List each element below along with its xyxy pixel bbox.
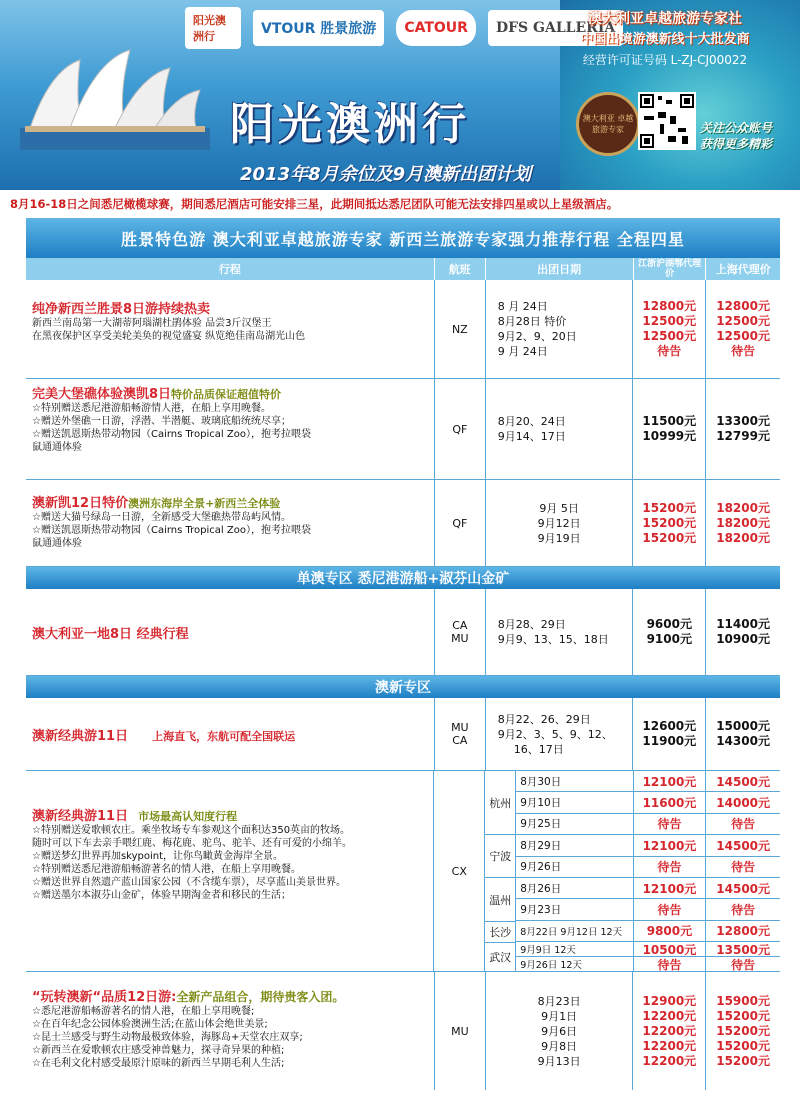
col-flight: 航班 [435, 258, 486, 280]
flight-item: MU [451, 721, 469, 734]
price-item: 12200元 [642, 1023, 697, 1038]
agency-info [540, 8, 790, 68]
price-item: 14300元 [716, 734, 770, 748]
date-item: 8月29日 [516, 835, 632, 856]
dates-cell [486, 379, 634, 479]
price-item: 12900元 [642, 993, 697, 1008]
price-item: 12799元 [716, 429, 770, 443]
tour-desc: ☆特别赠送爱歌顿农庄。乘坐牧场专车参观这个面积达350英亩的牧场。 [32, 825, 351, 836]
logo-vtour: VTOUR 胜景旅游 [253, 10, 384, 46]
table-header [26, 258, 780, 280]
price-item: 待告 [731, 344, 756, 358]
date-item: 9 月 24日 [497, 345, 548, 358]
date-list [516, 771, 632, 971]
date-item: 9月12日 [537, 516, 581, 530]
price-item: 15200元 [642, 515, 697, 530]
tour-title-main: “玩转澳新“品质12日游: [32, 990, 177, 1005]
tour-desc: ☆赠送外堡礁一日游，浮潜、半潜艇、玻璃底船统统尽享； [32, 416, 291, 427]
price-item: 14500元 [706, 771, 780, 792]
price-regional-cell [633, 972, 706, 1090]
flight-cell: CX [434, 771, 485, 971]
date-item: 8月22、26、29日 [497, 712, 591, 726]
dates-cell [485, 771, 633, 971]
date-item: 9月26日 12天 [520, 960, 582, 971]
price-item: 15000元 [716, 719, 770, 733]
price-regional-cell [633, 589, 706, 675]
price-item: 18200元 [716, 515, 770, 530]
price-item: 待告 [634, 814, 706, 835]
section-banner-main: 胜景特色游 澳大利亚卓越旅游专家 新西兰旅游专家强力推荐行程 全程四星 [26, 218, 780, 258]
tour-desc: 随时可以下车去亲手喂红鹿、梅花鹿、驼鸟、驼羊、还有可爱的小绵羊。 [32, 838, 352, 849]
tour-desc: ☆赠送凯恩斯热带动物园（Cairns Tropical Zoo），抱考拉喂袋 [32, 429, 311, 440]
header-banner [0, 0, 800, 190]
price-item: 15200元 [716, 1038, 770, 1053]
agency-name: 澳大利亚卓越旅游专家社 [588, 11, 742, 27]
date-item: 9月6日 [541, 1024, 578, 1038]
tour-desc: 鼠通通体验 [32, 538, 82, 549]
price-item: 12100元 [634, 835, 706, 856]
tour-desc: ☆在百年纪念公园体验澳洲生活;在蓝山体会绝世美景; [32, 1019, 268, 1030]
date-item: 9月1日 [541, 1009, 578, 1023]
price-item: 10999元 [642, 429, 697, 443]
expert-seal: 澳大利亚 卓越 旅游专家 [576, 92, 640, 156]
itinerary-cell [26, 771, 434, 971]
price-shanghai-cell [706, 972, 780, 1090]
license-number: 经营许可证号码 L-ZJ-CJ00022 [582, 53, 748, 67]
price-item: 11600元 [634, 792, 706, 813]
itinerary-cell [26, 589, 435, 675]
tour-title [32, 805, 427, 824]
tour-title: 澳大利亚一地8日 经典行程 [32, 626, 189, 642]
price-item: 13500元 [706, 942, 780, 957]
date-item: 8月30日 [516, 771, 632, 792]
col-dates: 出团日期 [486, 258, 634, 280]
price-item: 12100元 [634, 771, 706, 792]
price-item: 14500元 [706, 835, 780, 856]
price-item: 9800元 [634, 921, 706, 942]
follow-prompt [700, 120, 798, 152]
tour-desc: 新西兰南岛第一大湖蒂阿瑙湖杜鹃体验 品尝3斤汉堡王 [32, 318, 272, 329]
date-item: 8月28日 特价 [497, 315, 567, 328]
price-item: 12800元 [706, 921, 780, 942]
date-item: 9月19日 [537, 531, 581, 545]
price-item: 待告 [634, 899, 706, 920]
price-item: 10900元 [716, 632, 770, 646]
tour-title-extra: 特价品质保证超值特价 [171, 388, 282, 401]
logo-catour: CATOUR [396, 10, 476, 46]
dates-cell [486, 589, 634, 675]
price-item: 12200元 [642, 1053, 697, 1068]
price-item: 待告 [657, 344, 682, 358]
dates-cell [486, 972, 634, 1090]
tour-desc: ☆昆士兰感受与野生动物最极致体验，海豚岛+天堂农庄双享; [32, 1032, 303, 1043]
tour-title-main: 澳新经典游11日 [32, 809, 129, 824]
tour-title-main: 澳新凯12日特价 [32, 496, 129, 511]
price-item: 15200元 [716, 1008, 770, 1023]
price-item: 14500元 [706, 878, 780, 899]
price-item: 待告 [706, 814, 780, 835]
price-regional-cell [634, 771, 707, 971]
tour-desc: ☆特别赠送悉尼港游船畅游情人港，在船上享用晚餐。 [32, 403, 271, 414]
price-item: 10500元 [634, 942, 706, 957]
tour-title [32, 383, 428, 402]
price-item: 11400元 [716, 617, 770, 631]
price-shanghai-cell [706, 480, 780, 566]
price-item: 12100元 [634, 878, 706, 899]
price-item: 12500元 [716, 314, 770, 328]
date-item: 8月28、29日 [497, 618, 566, 631]
flight-cell: MU [435, 972, 486, 1090]
price-item: 待告 [706, 857, 780, 878]
date-item: 9月23日 [516, 899, 632, 920]
section-bar-australia: 单澳专区 悉尼港游船+淑芬山金矿 [26, 567, 780, 589]
tour-desc: ☆赠送大猫号绿岛一日游，全新感受大堡礁热带岛屿风情。 [32, 512, 291, 523]
itinerary-cell [26, 379, 435, 479]
table-row [26, 379, 780, 480]
price-item: 待告 [634, 857, 706, 878]
flight-cell: QF [435, 379, 486, 479]
tour-title-extra: 澳洲东海岸全景+新西兰全体验 [128, 497, 281, 510]
price-item: 15200元 [716, 1053, 770, 1068]
price-item: 18200元 [716, 530, 770, 545]
tour-desc: ☆悉尼港游船畅游著名的情人港，在船上享用晚餐; [32, 1006, 255, 1017]
page-title: 阳光澳洲行 [230, 99, 470, 150]
qr-code-icon[interactable] [638, 92, 696, 150]
table-row [26, 480, 780, 567]
price-item: 12200元 [642, 1038, 697, 1053]
tour-title-extra: 全新产品组合，期待贵客入团。 [176, 990, 345, 1004]
date-item: 9月25日 [516, 814, 632, 835]
price-item: 12800元 [716, 299, 770, 313]
col-price-shanghai: 上海代理价 [715, 263, 771, 276]
city-ningbo: 宁波 [485, 835, 515, 878]
date-item: 8月23日 [537, 994, 581, 1008]
date-item: 9月9日 12天 [516, 942, 632, 957]
price-item: 15200元 [716, 1023, 770, 1038]
price-item: 待告 [731, 957, 756, 972]
price-regional-cell [633, 480, 706, 566]
follow-line-2: 获得更多精彩 [700, 137, 773, 151]
date-item: 9月2、9、20日 [497, 330, 577, 343]
price-item: 15900元 [716, 993, 770, 1008]
date-item: 8月26日 [516, 878, 632, 899]
date-item: 8 月 24日 [497, 300, 548, 313]
tour-title-main: 完美大堡礁体验澳凯8日 [32, 387, 172, 402]
logo-dfs-galleria: DFS GALLERIA [488, 10, 623, 46]
tour-desc: 鼠通通体验 [32, 442, 82, 453]
date-item: 9月 5日 [539, 501, 579, 515]
follow-line-1: 关注公众账号 [700, 121, 773, 135]
tour-desc: ☆特别赠送悉尼港游船畅游著名的情人港，在船上享用晚餐。 [32, 864, 301, 875]
price-item: 11500元 [642, 414, 697, 428]
page-subtitle: 2013年8月余位及9月澳新出团计划 [240, 164, 532, 185]
tour-title [32, 725, 295, 744]
price-item: 12800元 [642, 299, 697, 313]
price-item: 15200元 [642, 530, 697, 545]
table-row [26, 771, 780, 972]
city-wenzhou: 温州 [485, 878, 515, 921]
dates-cell [486, 480, 634, 566]
price-item: 9600元 [646, 617, 692, 631]
col-itinerary: 行程 [26, 258, 435, 280]
date-item: 9月9、13、15、18日 [497, 633, 609, 646]
price-item: 18200元 [716, 500, 770, 515]
date-item: 9月8日 [541, 1039, 578, 1053]
date-item: 9月13日 [537, 1054, 581, 1068]
price-shanghai-cell [706, 589, 780, 675]
price-regional-cell [633, 698, 706, 770]
date-item: 9月14、17日 [497, 430, 566, 443]
price-shanghai-cell [706, 379, 780, 479]
price-item: 12600元 [642, 719, 697, 733]
table-row [26, 972, 780, 1090]
flight-cell [435, 698, 486, 770]
price-regional-cell [633, 379, 706, 479]
tour-desc: 在黑夜保护区享受美轮美奂的视觉盛宴 纵览绝佳南岛湖光山色 [32, 331, 306, 342]
itinerary-cell [26, 972, 435, 1090]
price-regional-cell [633, 280, 706, 378]
price-shanghai-cell [706, 698, 780, 770]
price-item: 12500元 [716, 329, 770, 343]
flight-cell: NZ [435, 280, 486, 378]
date-item: 8月20、24日 [497, 415, 566, 428]
tour-title [32, 492, 428, 511]
table-row [26, 280, 780, 379]
date-item: 9月10日 [516, 792, 632, 813]
price-item: 11900元 [642, 734, 697, 748]
tour-title-main: 澳新经典游11日 [32, 728, 129, 744]
agency-slogan: 中国出境游澳新线十大批发商 [580, 32, 750, 47]
city-column [485, 771, 516, 971]
price-item: 12500元 [642, 329, 697, 343]
city-changsha: 长沙 [485, 922, 515, 944]
price-item: 12500元 [642, 314, 697, 328]
price-item: 13300元 [716, 414, 770, 428]
flight-item: MU [451, 632, 469, 645]
tour-table [26, 218, 780, 1090]
rugby-notice: 8月16-18日之间悉尼橄榄球赛，期间悉尼酒店可能安排三星，此期间抵达悉尼团队可能无法安排四星或以上星级酒店。 [10, 197, 619, 211]
price-item: 12200元 [642, 1008, 697, 1023]
price-shanghai-cell [706, 771, 780, 971]
flight-item: CA [452, 619, 468, 632]
tour-desc: ☆在毛利文化村感受最原汁原味的新西兰早期毛利人生活; [32, 1058, 285, 1069]
tour-title [32, 986, 428, 1005]
tour-title: 纯净新西兰胜景8日游持续热卖 [32, 302, 211, 317]
itinerary-cell [26, 280, 435, 378]
itinerary-cell [26, 698, 435, 770]
price-item: 14000元 [706, 792, 780, 813]
price-shanghai-cell [706, 280, 780, 378]
price-item: 9100元 [646, 632, 692, 646]
tour-desc: ☆赠送凯恩斯热带动物园（Cairns Tropical Zoo），抱考拉喂袋 [32, 525, 311, 536]
tour-title-extra: 上海直飞，东航可配全国联运 [152, 729, 296, 743]
date-item: 8月22日 9月12日 12天 [516, 921, 632, 942]
date-item: 9月2、3、5、9、12、 [497, 727, 613, 741]
price-item: 待告 [657, 957, 682, 972]
date-item: 9月26日 [516, 857, 632, 878]
logo-sunshine: 阳光澳洲行 [185, 7, 241, 49]
section-bar-aus-nz: 澳新专区 [26, 676, 780, 698]
date-item: 16、17日 [513, 742, 564, 756]
table-row [26, 698, 780, 771]
opera-house-image [20, 40, 210, 150]
tour-desc: ☆赠送墨尔本淑芬山金矿，体验早期淘金者和移民的生活； [32, 890, 291, 901]
price-item: 待告 [706, 899, 780, 920]
dates-cell [486, 280, 634, 378]
city-hangzhou: 杭州 [485, 771, 515, 835]
table-row [26, 589, 780, 676]
tour-desc: ☆新西兰在爱歌顿农庄感受神兽魅力，探寻奇异果的种植; [32, 1045, 285, 1056]
tour-desc: ☆赠送梦幻世界再加skypoint，让你鸟瞰黄金海岸全景。 [32, 851, 284, 862]
tour-title-extra: 市场最高认知度行程 [138, 810, 238, 823]
flight-cell: QF [435, 480, 486, 566]
flight-item: CA [452, 734, 468, 747]
price-item: 15200元 [642, 500, 697, 515]
col-price-regional: 江浙沪湖鄂代理价 [634, 258, 707, 280]
city-wuhan: 武汉 [489, 951, 512, 965]
dates-cell [486, 698, 634, 770]
itinerary-cell [26, 480, 435, 566]
tour-desc: ☆赠送世界自然遗产蓝山国家公园（不含缆车票），尽享蓝山美景世界。 [32, 877, 346, 888]
flight-cell [435, 589, 486, 675]
